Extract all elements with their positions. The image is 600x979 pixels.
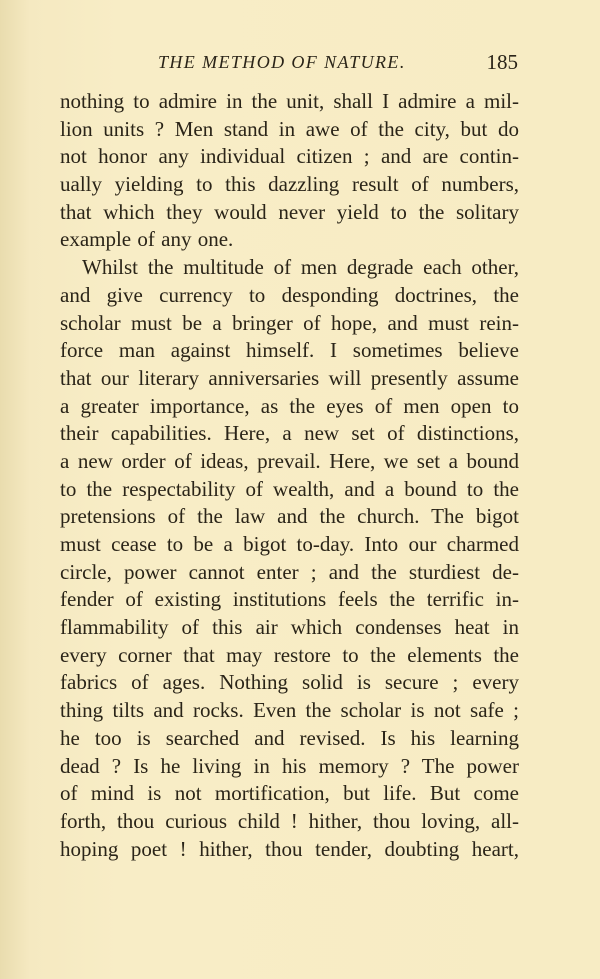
text-line: nothing to admire in the unit, shall I admire a mil- [60, 89, 519, 113]
text-line: every corner that may restore to the elements the [60, 642, 519, 667]
text-line: scholar must be a bringer of hope, and must rein- [60, 310, 519, 335]
text-line: and give currency to desponding doctrines, the [60, 282, 519, 307]
page-header [60, 50, 520, 78]
text-line: of mind is not mortification, but life. But come [60, 781, 519, 806]
text-line: flammability of this air which condenses heat in [60, 615, 519, 640]
text-line: their capabilities. Here, a new set of distinctions, [60, 421, 519, 446]
text-line: Whilst the multitude of men degrade each other, [82, 255, 519, 280]
text-line: must cease to be a bigot to-day. Into our charmed [60, 532, 519, 556]
text-line: fabrics of ages. Nothing solid is secure ; every [60, 670, 519, 695]
text-line: dead ? Is he living in his memory ? The power [60, 753, 519, 778]
text-line: a new order of ideas, prevail. Here, we set a bound [60, 448, 519, 473]
text-line: that our literary anniversaries will presently assume [60, 365, 519, 390]
running-title: THE METHOD OF NATURE. [158, 52, 406, 72]
text-line: example of any one. [60, 227, 234, 252]
text-line: hoping poet ! hither, thou tender, doubting heart, [60, 836, 519, 861]
text-line: pretensions of the law and the church. The bigot [60, 504, 519, 529]
text-line: that which they would never yield to the solitary [60, 199, 519, 224]
text-line: ually yielding to this dazzling result of numbers, [60, 172, 519, 197]
text-line: forth, thou curious child ! hither, thou loving, all- [60, 808, 519, 833]
text-line: he too is searched and revised. Is his learning [60, 725, 519, 750]
page-number: 185 [486, 50, 518, 74]
text-line: to the respectability of wealth, and a bound to the [60, 476, 519, 501]
body-text [60, 88, 519, 863]
text-line: a greater importance, as the eyes of men open to [60, 393, 519, 418]
text-line: force man against himself. I sometimes believe [60, 338, 519, 363]
text-line: thing tilts and rocks. Even the scholar is not safe ; [60, 698, 519, 723]
text-line: fender of existing institutions feels the terrific in- [60, 587, 519, 612]
text-line: circle, power cannot enter ; and the sturdiest de- [60, 559, 519, 584]
text-line: not honor any individual citizen ; and are contin- [60, 144, 519, 169]
text-line: lion units ? Men stand in awe of the city, but do [60, 116, 519, 141]
